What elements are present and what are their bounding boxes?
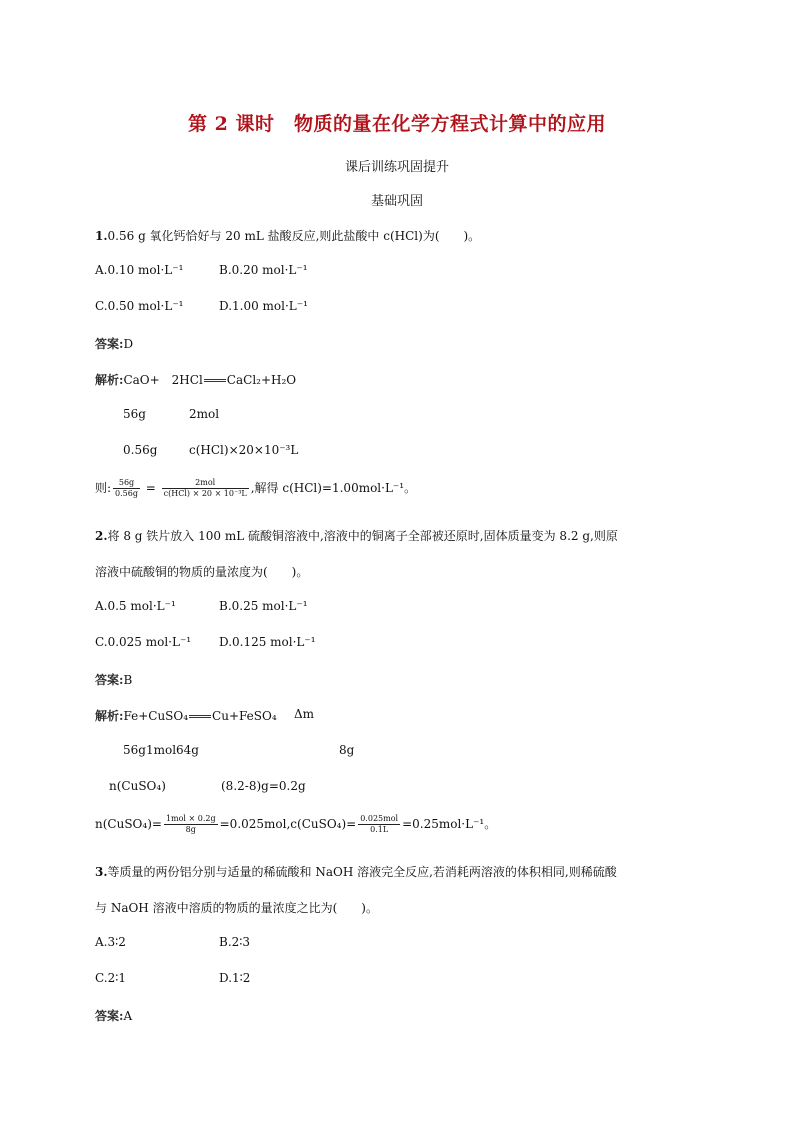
result-value: =0.25mol·L⁻¹。 <box>402 817 497 831</box>
result-prefix: 则: <box>95 481 112 495</box>
answer-label: 答案: <box>95 673 124 687</box>
q1-row2-mass: 0.56g <box>123 443 158 457</box>
question-1 <box>95 227 480 244</box>
q1-analysis-equation <box>95 371 296 388</box>
question-2-stem-1: 将 8 g 铁片放入 100 mL 硫酸铜溶液中,溶液中的铜离子全部被还原时,固体质量变为 8.2 g,则原 <box>107 529 618 543</box>
result-value: ,解得 c(HCl)=1.00mol·L⁻¹。 <box>250 481 417 495</box>
q2-delta-m: Δm <box>294 707 315 721</box>
question-3-line-1 <box>95 863 617 880</box>
question-2-line-1 <box>95 527 618 544</box>
reaction-equals-sign <box>189 715 211 718</box>
q2-row1-right: 8g <box>339 743 355 757</box>
q2-option-d: D.0.125 mol·L⁻¹ <box>219 635 316 649</box>
q1-option-a: A.0.10 mol·L⁻¹ <box>95 263 184 277</box>
reaction-equals-sign <box>204 379 226 382</box>
lesson-subtitle: 课后训练巩固提升 <box>344 160 449 175</box>
answer-value: B <box>123 673 133 687</box>
q3-option-b: B.2∶3 <box>219 935 251 949</box>
q1-option-d: D.1.00 mol·L⁻¹ <box>219 299 308 313</box>
q2-answer <box>95 671 132 688</box>
question-3-number: 3. <box>95 865 108 879</box>
q2-option-a: A.0.5 mol·L⁻¹ <box>95 599 176 613</box>
q3-answer <box>95 1007 132 1024</box>
q2-row1-left: 56g1mol64g <box>123 743 199 757</box>
q1-answer <box>95 335 133 352</box>
equation-products: Cu+FeSO₄ <box>212 709 277 723</box>
q2-analysis-equation <box>95 707 277 724</box>
q3-option-c: C.2∶1 <box>95 971 126 985</box>
equation-reactants: CaO+ 2HCl <box>123 373 203 387</box>
result-prefix: n(CuSO₄)= <box>95 817 162 831</box>
fraction-concentration: $\frac{\text{0.025mol}}{0.1L}$ <box>360 814 399 834</box>
question-2-line-2: 溶液中硫酸铜的物质的量浓度为( )。 <box>95 565 309 579</box>
analysis-label: 解析: <box>95 709 124 723</box>
lesson-title: 第 2 课时 物质的量在化学方程式计算中的应用 <box>188 113 606 135</box>
result-middle: =0.025mol,c(CuSO₄)= <box>219 817 357 831</box>
question-1-number: 1. <box>95 229 108 243</box>
equation-products: CaCl₂+H₂O <box>226 373 297 387</box>
fraction-moles: $\frac{\text{2mol}}{\text{c(HCl) × 20 × 10⁻³L}}$ <box>163 478 247 498</box>
q1-row2-expr: c(HCl)×20×10⁻³L <box>189 443 299 457</box>
question-2-number: 2. <box>95 529 108 543</box>
fraction-moles: $\frac{\text{1mol × 0.2g}}{8g}$ <box>165 814 216 834</box>
question-1-stem: 0.56 g 氧化钙恰好与 20 mL 盐酸反应,则此盐酸中 c(HCl)为( )。 <box>107 229 481 243</box>
q2-row2-left: n(CuSO₄) <box>109 779 166 793</box>
q1-row1-mol: 2mol <box>189 407 220 421</box>
q3-option-a: A.3∶2 <box>95 935 126 949</box>
answer-value: D <box>123 337 134 351</box>
q1-result-line: 则: $\frac{56g}{0.56g}$ = $\frac{\text{2mol}}{\text{c(HCl) × 20 × 10⁻³L}}$ ,解得 c(HCl)=1.00mol·L⁻¹。 <box>95 478 417 498</box>
q3-option-d: D.1∶2 <box>219 971 251 985</box>
section-heading: 基础巩固 <box>370 194 423 209</box>
answer-label: 答案: <box>95 337 124 351</box>
fraction-mass: $\frac{56g}{0.56g}$ <box>115 478 138 498</box>
q2-result-line <box>95 814 496 835</box>
q2-row2-right: (8.2-8)g=0.2g <box>221 779 306 793</box>
answer-label: 答案: <box>95 1009 124 1023</box>
question-3-stem-1: 等质量的两份铝分别与适量的稀硫酸和 NaOH 溶液完全反应,若消耗两溶液的体积相同,则稀硫酸 <box>107 865 617 879</box>
q1-option-c: C.0.50 mol·L⁻¹ <box>95 299 184 313</box>
q1-option-b: B.0.20 mol·L⁻¹ <box>219 263 308 277</box>
question-3-line-2: 与 NaOH 溶液中溶质的物质的量浓度之比为( )。 <box>95 901 378 915</box>
analysis-label: 解析: <box>95 373 124 387</box>
q2-option-b: B.0.25 mol·L⁻¹ <box>219 599 308 613</box>
equation-reactants: Fe+CuSO₄ <box>123 709 189 723</box>
answer-value: A <box>123 1009 133 1023</box>
q2-option-c: C.0.025 mol·L⁻¹ <box>95 635 192 649</box>
q1-row1-mass: 56g <box>123 407 146 421</box>
